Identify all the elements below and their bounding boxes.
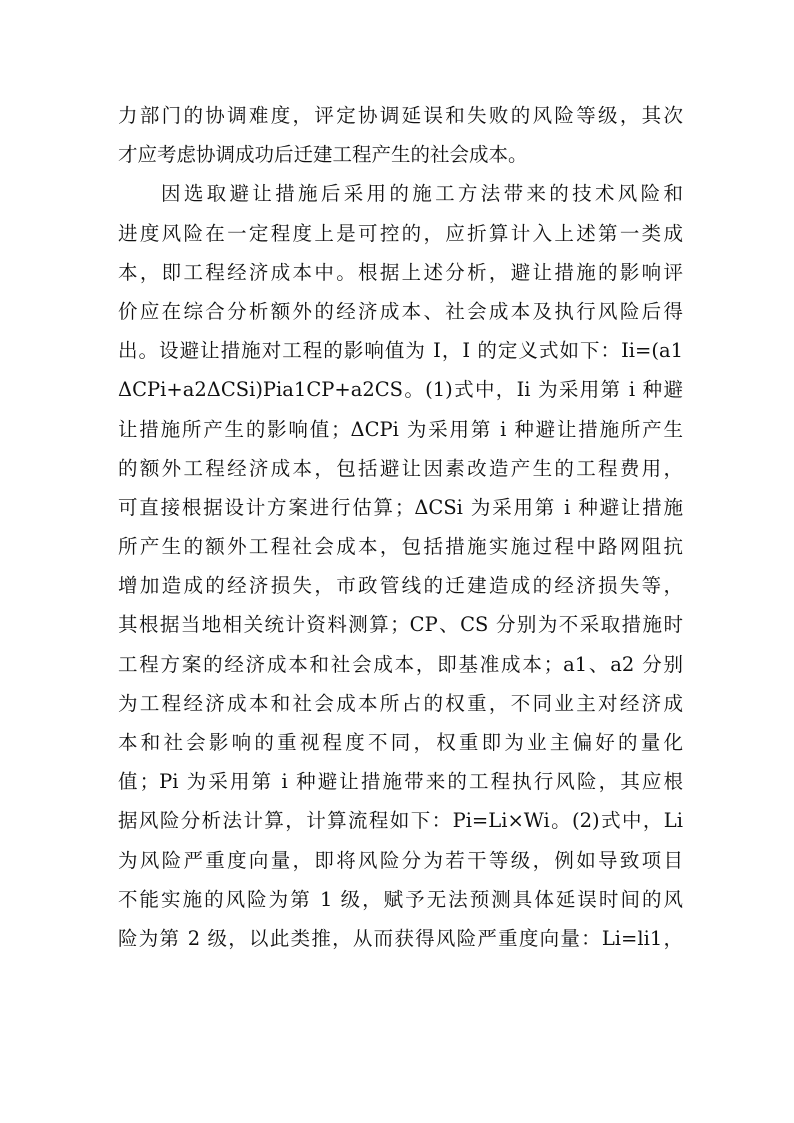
text-line: 为工程经济成本和社会成本所占的权重，不同业主对经济成 xyxy=(118,691,683,715)
text-line: 工程方案的经济成本和社会成本，即基准成本；a1、a2 分别 xyxy=(118,652,683,676)
text-line: 为风险严重度向量，即将风险分为若干等级，例如导致项目 xyxy=(118,848,683,872)
text-line: 才应考虑协调成功后迁建工程产生的社会成本。 xyxy=(118,143,528,167)
text-line: 险为第 2 级，以此类推，从而获得风险严重度向量：Li=li1， xyxy=(118,926,683,950)
text-line: 力部门的协调难度，评定协调延误和失败的风险等级，其次 xyxy=(118,104,683,127)
text-line: 其根据当地相关统计资料测算；CP、CS 分别为不采取措施时 xyxy=(118,613,683,637)
body-text xyxy=(118,96,683,958)
text-line: 的额外工程经济成本，包括避让因素改造产生的工程费用， xyxy=(118,456,683,480)
text-line: 本，即工程经济成本中。根据上述分析，避让措施的影响评 xyxy=(118,260,683,284)
text-line: 可直接根据设计方案进行估算；ΔCSi 为采用第 i 种避让措施 xyxy=(118,495,683,519)
text-line: 价应在综合分析额外的经济成本、社会成本及执行风险后得 xyxy=(118,299,683,323)
text-line: 不能实施的风险为第 1 级，赋予无法预测具体延误时间的风 xyxy=(118,887,683,911)
text-line: 增加造成的经济损失，市政管线的迁建造成的经济损失等， xyxy=(118,574,683,598)
text-line: 本和社会影响的重视程度不同，权重即为业主偏好的量化 xyxy=(118,731,683,754)
text-line: 所产生的额外工程社会成本，包括措施实施过程中路网阻抗 xyxy=(118,535,683,559)
text-line: 据风险分析法计算，计算流程如下：Pi=Li×Wi。(2)式中，Li xyxy=(118,809,683,833)
text-line: 值；Pi 为采用第 i 种避让措施带来的工程执行风险，其应根 xyxy=(118,770,683,794)
text-line: 因选取避让措施后采用的施工方法带来的技术风险和 xyxy=(161,182,683,206)
text-line: 进度风险在一定程度上是可控的，应折算计入上述第一类成 xyxy=(118,221,683,245)
text-line: 出。设避让措施对工程的影响值为 I，I 的定义式如下：Ii=(a1 xyxy=(118,339,683,363)
text-line: 让措施所产生的影响值；ΔCPi 为采用第 i 种避让措施所产生 xyxy=(118,417,683,441)
text-line: ΔCPi+a2ΔCSi)Pia1CP+a2CS。(1)式中，Ii 为采用第 i 种避 xyxy=(118,378,683,402)
